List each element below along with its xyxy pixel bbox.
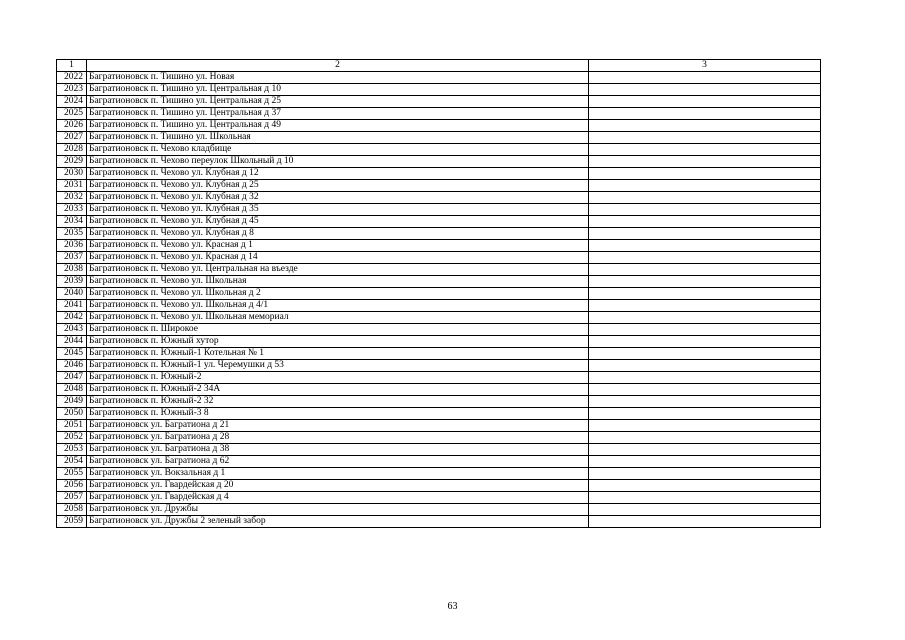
address-cell: Багратионовск п. Тишино ул. Школьная [87, 132, 589, 144]
value-cell [589, 168, 821, 180]
address-cell: Багратионовск ул. Багратиона д 62 [87, 456, 589, 468]
value-cell [589, 96, 821, 108]
value-cell [589, 480, 821, 492]
table-row [57, 120, 821, 132]
table-row [57, 384, 821, 396]
row-number-cell: 2057 [57, 492, 87, 504]
table-row [57, 324, 821, 336]
row-number-cell: 2035 [57, 228, 87, 240]
table-row [57, 216, 821, 228]
table-header-row [57, 60, 821, 72]
row-number-cell: 2031 [57, 180, 87, 192]
row-number-cell: 2050 [57, 408, 87, 420]
address-cell: Багратионовск п. Тишино ул. Центральная д 49 [87, 120, 589, 132]
row-number-cell: 2055 [57, 468, 87, 480]
row-number-cell: 2043 [57, 324, 87, 336]
value-cell [589, 192, 821, 204]
table-row [57, 336, 821, 348]
table-row [57, 276, 821, 288]
table-row [57, 144, 821, 156]
row-number-cell: 2056 [57, 480, 87, 492]
address-cell: Багратионовск п. Южный-2 34А [87, 384, 589, 396]
address-cell: Багратионовск п. Тишино ул. Центральная д 25 [87, 96, 589, 108]
table-row [57, 420, 821, 432]
table-row [57, 288, 821, 300]
address-cell: Багратионовск п. Чехово кладбище [87, 144, 589, 156]
table-row [57, 240, 821, 252]
column-header-1: 1 [57, 60, 87, 72]
value-cell [589, 444, 821, 456]
address-cell: Багратионовск п. Чехово ул. Школьная д 4/1 [87, 300, 589, 312]
table-row [57, 156, 821, 168]
value-cell [589, 516, 821, 528]
table-row [57, 432, 821, 444]
address-cell: Багратионовск п. Южный-2 32 [87, 396, 589, 408]
address-cell: Багратионовск п. Чехово ул. Клубная д 35 [87, 204, 589, 216]
address-cell: Багратионовск п. Южный-3 8 [87, 408, 589, 420]
row-number-cell: 2024 [57, 96, 87, 108]
value-cell [589, 312, 821, 324]
table-row [57, 348, 821, 360]
table-row [57, 300, 821, 312]
row-number-cell: 2058 [57, 504, 87, 516]
address-cell: Багратионовск п. Широкое [87, 324, 589, 336]
value-cell [589, 180, 821, 192]
table-row [57, 408, 821, 420]
row-number-cell: 2051 [57, 420, 87, 432]
value-cell [589, 108, 821, 120]
address-cell: Багратионовск п. Чехово ул. Клубная д 25 [87, 180, 589, 192]
address-cell: Багратионовск п. Южный-2 [87, 372, 589, 384]
row-number-cell: 2044 [57, 336, 87, 348]
value-cell [589, 456, 821, 468]
row-number-cell: 2048 [57, 384, 87, 396]
value-cell [589, 468, 821, 480]
value-cell [589, 300, 821, 312]
address-cell: Багратионовск п. Чехово ул. Красная д 14 [87, 252, 589, 264]
value-cell [589, 132, 821, 144]
value-cell [589, 360, 821, 372]
column-header-2: 2 [87, 60, 589, 72]
address-cell: Багратионовск п. Чехово ул. Клубная д 32 [87, 192, 589, 204]
address-cell: Багратионовск ул. Багратиона д 28 [87, 432, 589, 444]
row-number-cell: 2028 [57, 144, 87, 156]
address-cell: Багратионовск ул. Багратиона д 38 [87, 444, 589, 456]
value-cell [589, 264, 821, 276]
value-cell [589, 144, 821, 156]
value-cell [589, 84, 821, 96]
address-cell: Багратионовск п. Чехово ул. Клубная д 12 [87, 168, 589, 180]
table-row [57, 228, 821, 240]
address-cell: Багратионовск ул. Гвардейская д 20 [87, 480, 589, 492]
value-cell [589, 216, 821, 228]
table-row [57, 456, 821, 468]
table-body [57, 72, 821, 528]
value-cell [589, 228, 821, 240]
value-cell [589, 372, 821, 384]
row-number-cell: 2041 [57, 300, 87, 312]
row-number-cell: 2047 [57, 372, 87, 384]
table-row [57, 504, 821, 516]
address-cell: Багратионовск ул. Дружбы 2 зеленый забор [87, 516, 589, 528]
table-row [57, 360, 821, 372]
row-number-cell: 2054 [57, 456, 87, 468]
address-cell: Багратионовск ул. Дружбы [87, 504, 589, 516]
row-number-cell: 2045 [57, 348, 87, 360]
address-cell: Багратионовск п. Тишино ул. Новая [87, 72, 589, 84]
row-number-cell: 2037 [57, 252, 87, 264]
address-cell: Багратионовск п. Чехово переулок Школьный д 10 [87, 156, 589, 168]
value-cell [589, 120, 821, 132]
row-number-cell: 2038 [57, 264, 87, 276]
address-cell: Багратионовск ул. Багратиона д 21 [87, 420, 589, 432]
row-number-cell: 2040 [57, 288, 87, 300]
value-cell [589, 420, 821, 432]
table-row [57, 312, 821, 324]
table-row [57, 168, 821, 180]
value-cell [589, 240, 821, 252]
table-row [57, 96, 821, 108]
row-number-cell: 2026 [57, 120, 87, 132]
value-cell [589, 492, 821, 504]
address-cell: Багратионовск п. Чехово ул. Красная д 1 [87, 240, 589, 252]
address-cell: Багратионовск п. Чехово ул. Школьная д 2 [87, 288, 589, 300]
value-cell [589, 432, 821, 444]
value-cell [589, 324, 821, 336]
table-row [57, 264, 821, 276]
row-number-cell: 2033 [57, 204, 87, 216]
table-row [57, 204, 821, 216]
value-cell [589, 336, 821, 348]
address-cell: Багратионовск п. Южный-1 ул. Черемушки д 53 [87, 360, 589, 372]
address-cell: Багратионовск п. Чехово ул. Школьная [87, 276, 589, 288]
row-number-cell: 2030 [57, 168, 87, 180]
address-cell: Багратионовск п. Южный-1 Котельная № 1 [87, 348, 589, 360]
address-cell: Багратионовск п. Чехово ул. Центральная на въезде [87, 264, 589, 276]
table-row [57, 84, 821, 96]
table-row [57, 180, 821, 192]
column-header-3: 3 [589, 60, 821, 72]
value-cell [589, 384, 821, 396]
row-number-cell: 2029 [57, 156, 87, 168]
value-cell [589, 348, 821, 360]
value-cell [589, 204, 821, 216]
value-cell [589, 252, 821, 264]
table-row [57, 108, 821, 120]
address-cell: Багратионовск п. Чехово ул. Клубная д 8 [87, 228, 589, 240]
row-number-cell: 2049 [57, 396, 87, 408]
row-number-cell: 2052 [57, 432, 87, 444]
table-row [57, 516, 821, 528]
row-number-cell: 2022 [57, 72, 87, 84]
address-cell: Багратионовск п. Чехово ул. Школьная мемориал [87, 312, 589, 324]
address-cell: Багратионовск п. Южный хутор [87, 336, 589, 348]
row-number-cell: 2025 [57, 108, 87, 120]
row-number-cell: 2036 [57, 240, 87, 252]
table-row [57, 72, 821, 84]
address-cell: Багратионовск п. Чехово ул. Клубная д 45 [87, 216, 589, 228]
address-cell: Багратионовск ул. Гвардейская д 4 [87, 492, 589, 504]
row-number-cell: 2032 [57, 192, 87, 204]
address-table [56, 59, 821, 528]
value-cell [589, 288, 821, 300]
row-number-cell: 2059 [57, 516, 87, 528]
table-row [57, 252, 821, 264]
table-row [57, 132, 821, 144]
table-row [57, 396, 821, 408]
table-row [57, 192, 821, 204]
row-number-cell: 2046 [57, 360, 87, 372]
row-number-cell: 2027 [57, 132, 87, 144]
address-cell: Багратионовск ул. Вокзальная д 1 [87, 468, 589, 480]
address-cell: Багратионовск п. Тишино ул. Центральная д 10 [87, 84, 589, 96]
row-number-cell: 2034 [57, 216, 87, 228]
value-cell [589, 396, 821, 408]
page-number: 63 [447, 601, 458, 612]
row-number-cell: 2053 [57, 444, 87, 456]
row-number-cell: 2023 [57, 84, 87, 96]
value-cell [589, 72, 821, 84]
value-cell [589, 276, 821, 288]
table-row [57, 444, 821, 456]
table-row [57, 372, 821, 384]
value-cell [589, 504, 821, 516]
address-cell: Багратионовск п. Тишино ул. Центральная д 37 [87, 108, 589, 120]
row-number-cell: 2039 [57, 276, 87, 288]
table-row [57, 492, 821, 504]
value-cell [589, 156, 821, 168]
table-row [57, 468, 821, 480]
value-cell [589, 408, 821, 420]
table-row [57, 480, 821, 492]
row-number-cell: 2042 [57, 312, 87, 324]
